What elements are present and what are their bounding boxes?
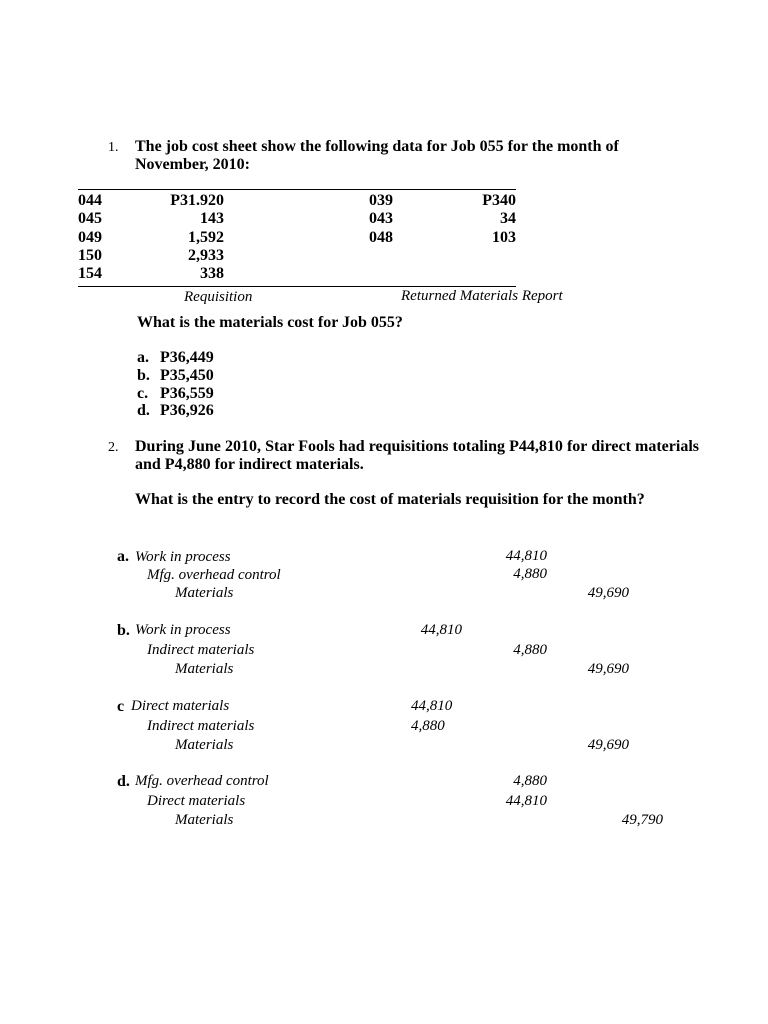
journal-amount: 44,810 xyxy=(505,793,547,809)
option-label: b. xyxy=(117,622,130,639)
question-1-number: 1. xyxy=(108,140,119,155)
return-amount: 103 xyxy=(492,229,516,246)
requisition-no: 150 xyxy=(78,247,102,264)
question-2-prompt: What is the entry to record the cost of materials requisition for the month? xyxy=(135,491,645,508)
journal-amount: 49,690 xyxy=(587,585,629,601)
question-1-prompt: What is the materials cost for Job 055? xyxy=(137,314,403,331)
journal-amount: 49,690 xyxy=(587,661,629,677)
journal-account: Mfg. overhead control xyxy=(147,567,281,583)
choice-text: P36,449 xyxy=(160,349,214,366)
return-amount: 34 xyxy=(500,210,516,227)
return-no: 039 xyxy=(369,192,393,209)
requisition-no: 154 xyxy=(78,265,102,282)
journal-amount: 4,880 xyxy=(411,718,445,734)
journal-account: Work in process xyxy=(135,549,231,565)
journal-amount: 4,880 xyxy=(513,566,547,582)
requisition-amount: 2,933 xyxy=(188,247,224,264)
requisition-no: 044 xyxy=(78,192,102,209)
journal-amount: 49,690 xyxy=(587,737,629,753)
choice-label: c. xyxy=(137,385,149,402)
choice-label: b. xyxy=(137,367,150,384)
journal-amount: 49,790 xyxy=(621,812,663,828)
choice-text: P36,559 xyxy=(160,385,214,402)
requisition-no: 045 xyxy=(78,210,102,227)
journal-account: Direct materials xyxy=(147,793,246,809)
journal-account: Materials xyxy=(175,812,234,828)
option-label: d. xyxy=(117,773,130,790)
choice-label: d. xyxy=(137,402,150,419)
journal-account: Direct materials xyxy=(131,698,230,714)
requisition-amount: 338 xyxy=(200,265,224,282)
table-bottom-rule xyxy=(78,286,516,287)
question-2-text: During June 2010, Star Fools had requisitions totaling P44,810 for direct materials and P4,880 for indirect materials. xyxy=(135,438,699,473)
table-top-rule xyxy=(78,189,516,190)
returned-materials-caption: Returned Materials Report xyxy=(401,288,563,304)
return-no: 048 xyxy=(369,229,393,246)
choice-label: a. xyxy=(137,349,149,366)
option-label: c xyxy=(117,698,125,715)
journal-account: Mfg. overhead control xyxy=(135,773,269,789)
journal-account: Materials xyxy=(175,737,234,753)
requisition-amount: P31.920 xyxy=(170,192,224,209)
option-label: a. xyxy=(117,548,129,565)
requisition-no: 049 xyxy=(78,229,102,246)
journal-amount: 4,880 xyxy=(513,642,547,658)
return-no: 043 xyxy=(369,210,393,227)
requisition-amount: 143 xyxy=(200,210,224,227)
return-amount: P340 xyxy=(482,192,516,209)
journal-amount: 44,810 xyxy=(505,548,547,564)
question-2-number: 2. xyxy=(108,440,119,455)
journal-account: Materials xyxy=(175,661,234,677)
requisition-caption: Requisition xyxy=(184,289,253,305)
journal-amount: 44,810 xyxy=(411,698,453,714)
choice-text: P35,450 xyxy=(160,367,214,384)
journal-account: Work in process xyxy=(135,622,231,638)
journal-amount: 4,880 xyxy=(513,773,547,789)
requisition-amount: 1,592 xyxy=(188,229,224,246)
question-1-text: The job cost sheet show the following data for Job 055 for the month of November, 2010: xyxy=(135,138,619,173)
journal-account: Indirect materials xyxy=(147,642,255,658)
choice-text: P36,926 xyxy=(160,402,214,419)
journal-account: Materials xyxy=(175,585,234,601)
journal-account: Indirect materials xyxy=(147,718,255,734)
journal-amount: 44,810 xyxy=(420,622,462,638)
